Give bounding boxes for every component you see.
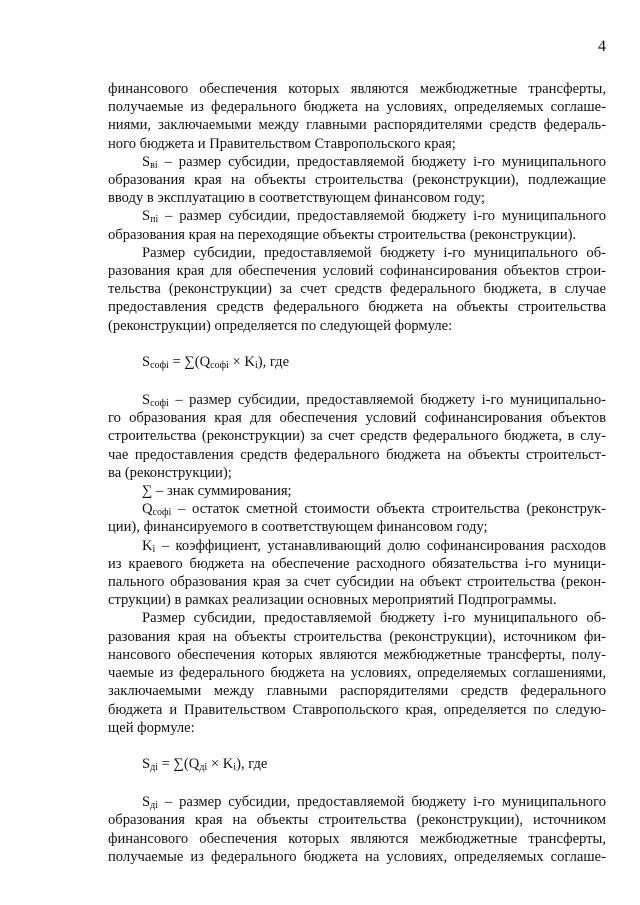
- symbol: S: [142, 392, 151, 409]
- formula-subscript: дi: [199, 761, 208, 773]
- symbol: K: [142, 537, 153, 554]
- formula-subscript: софi: [210, 359, 229, 371]
- definition-s-di: [108, 793, 606, 866]
- definition-q-sofi: [108, 500, 606, 536]
- text-line: щей формуле:: [108, 719, 195, 736]
- formula-s-di: [142, 755, 606, 773]
- text-line: тельства (реконструкции) за счет средств федерального бюджета, в случае: [108, 281, 606, 298]
- text-line: (реконструкции) определяется по следующей формуле:: [108, 317, 453, 334]
- symbol: S: [142, 153, 151, 170]
- text-line: пального образования края за счет субсидии на объект строительства (рекон-: [108, 574, 606, 591]
- text-line: ва (реконструкции);: [108, 464, 232, 481]
- document-body: [108, 80, 606, 866]
- text-line: [108, 207, 606, 225]
- text-line: чаемые из федерального бюджета на условиях, определяемых соглашениями,: [108, 665, 606, 682]
- text-line: получаемые из федерального бюджета на условиях, определяемых соглаше-: [108, 99, 606, 116]
- text-fragment: – размер субсидии, предоставляемой бюджету i-го муниципального: [157, 153, 606, 170]
- formula-subscript: софi: [150, 359, 169, 371]
- text-fragment: – размер субсидии, предоставляемой бюджету i-го муниципального: [158, 208, 606, 225]
- text-line: разования края для обеспечения условий софинансирования объектов строи-: [108, 263, 606, 280]
- symbol-subscript: дi: [150, 800, 158, 812]
- text-fragment: – размер субсидии, предоставляемой бюджету i-го муниципально-: [168, 392, 606, 409]
- text-line: разования края на объекты строительства (реконструкции), источником фи-: [108, 628, 606, 645]
- symbol-subscript: пi: [150, 214, 159, 226]
- text-line: заключаемыми между главными распорядителями средств федерального: [108, 683, 606, 700]
- text-line: ∑ – знак суммирования;: [142, 483, 292, 500]
- symbol: S: [142, 208, 151, 225]
- text-line: финансового обеспечения которых являются межбюджетные трансферты,: [108, 81, 606, 97]
- text-line: Размер субсидии, предоставляемой бюджету i-го муниципального об-: [142, 610, 606, 627]
- formula-fragment: = ∑(Q: [168, 353, 211, 370]
- text-line: чае предоставления средств федерального бюджета на объекты строительст-: [108, 446, 606, 463]
- formula-subscript: i: [233, 761, 237, 773]
- text-line: го образования края для обеспечения условий софинансирования объектов: [108, 410, 606, 427]
- symbol-subscript: i: [152, 543, 156, 555]
- text-line: [108, 500, 606, 518]
- text-line: финансового обеспечения которых являются межбюджетные трансферты,: [108, 830, 606, 847]
- definition-k-i: [108, 537, 606, 610]
- paragraph-continuation: [108, 80, 606, 153]
- text-line: бюджета и Правительством Ставропольского края, определяется по следую-: [108, 701, 606, 718]
- symbol-subscript: софi: [152, 507, 172, 519]
- text-fragment: – коэффициент, устанавливающий долю софинансирования расходов: [155, 537, 606, 554]
- text-line: получаемые из федерального бюджета на условиях, определяемых соглаше-: [108, 848, 606, 865]
- text-line: образования края на переходящие объекты строительства (реконструкции).: [108, 226, 577, 243]
- symbol-subscript: вi: [150, 159, 158, 171]
- symbol-subscript: софi: [150, 398, 169, 410]
- page-number: 4: [598, 38, 606, 55]
- definition-s-vi: [108, 153, 606, 208]
- text-line: образования края на объекты строительства (реконструкции), источником: [108, 812, 606, 829]
- paragraph-subsidy-cofinancing: [108, 244, 606, 335]
- text-line: ции), финансируемого в соответствующем финансовом году;: [108, 519, 488, 536]
- text-fragment: – остаток сметной стоимости объекта строительства (реконструк-: [171, 501, 606, 518]
- formula-s-sofi: [142, 353, 606, 371]
- text-line: строительства (реконструкции) за счет средств федерального бюджета, в слу-: [108, 428, 606, 445]
- text-line: нансового обеспечения которых являются межбюджетные трансферты, полу-: [108, 646, 606, 663]
- text-line: [108, 793, 606, 811]
- formula-subscript: i: [254, 359, 258, 371]
- formula-fragment: × K: [207, 755, 234, 772]
- formula-subscript: дi: [150, 761, 158, 773]
- text-line: Размер субсидии, предоставляемой бюджету i-го муниципального об-: [142, 244, 606, 261]
- formula-fragment: × K: [228, 353, 255, 370]
- text-fragment: – размер субсидии, предоставляемой бюджету i-го муниципального: [158, 794, 606, 811]
- text-line: образования края на объекты строительства (реконструкции), подлежащие: [108, 172, 606, 189]
- text-line: предоставления средств федерального бюджета на объекты строительства: [108, 299, 606, 316]
- text-line: ниями, заключаемыми между главными распорядителями средств федераль-: [108, 117, 606, 134]
- text-line: струкции) в рамках реализации основных мероприятий Подпрограммы.: [108, 592, 557, 609]
- paragraph-subsidy-federal: [108, 609, 606, 736]
- definition-sum-sign: [108, 482, 606, 500]
- text-line: [108, 153, 606, 171]
- text-line: ного бюджета и Правительством Ставропольского края;: [108, 135, 456, 152]
- text-line: вводу в эксплуатацию в соответствующем финансовом году;: [108, 190, 486, 207]
- formula-symbol: S: [142, 353, 151, 370]
- symbol: Q: [142, 501, 153, 518]
- definition-s-pi: [108, 207, 606, 243]
- formula-fragment: = ∑(Q: [158, 755, 200, 772]
- text-line: из краевого бюджета на обеспечение расходного обязательства i-го муници-: [108, 555, 606, 572]
- formula-symbol: S: [142, 755, 151, 772]
- formula-fragment: ), где: [236, 755, 268, 772]
- definition-s-sofi: [108, 391, 606, 482]
- text-line: [108, 537, 606, 555]
- formula-fragment: ), где: [257, 353, 290, 370]
- symbol: S: [142, 794, 151, 811]
- text-line: [108, 391, 606, 409]
